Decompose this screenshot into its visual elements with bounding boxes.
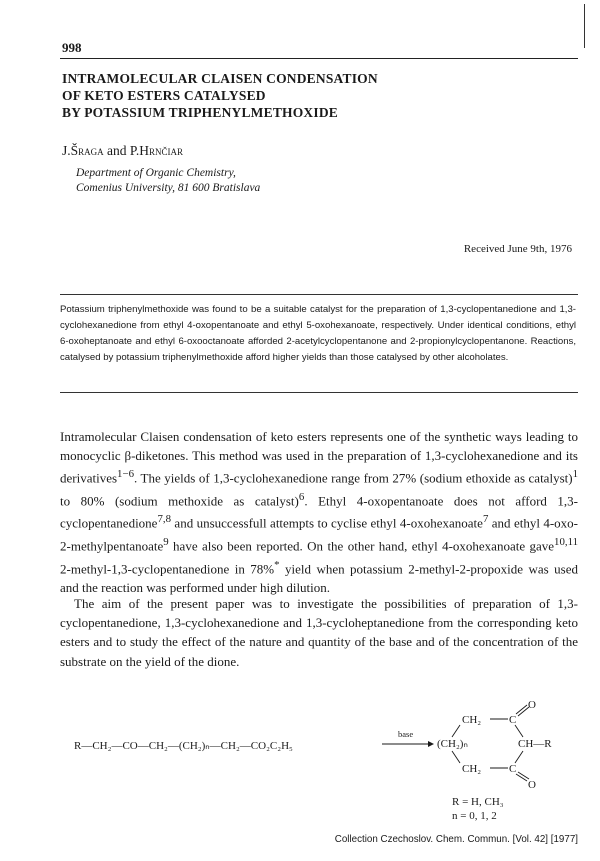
paragraph-1	[60, 427, 578, 597]
authors-and: and	[107, 143, 127, 158]
reference-marker: 1	[572, 468, 578, 481]
reactant-formula: R—CH₂—CO—CH₂—(CH₂)ₙ—CH₂—CO₂C₂H₅	[74, 740, 293, 752]
abstract: Potassium triphenylmethoxide was found to be a suitable catalyst for the preparation of 1,3-cyclopentanedione and 1,3-cyclohexanedione from ethyl 4-oxopentanoate and ethyl 5-oxohexanoate, respectively. Under identical conditions, ethyl 6-oxoheptanoate and ethyl 6-oxooctanoate afforded 2-acetylcyclopentanone and 2-propionylcyclopentanone. Reactions, catalysed by potassium triphenylmethoxide afford higher yields than those catalysed by other alcoholates.	[60, 304, 576, 363]
author-2-name: Hrnčiar	[139, 143, 184, 158]
reference-marker: 10,11	[554, 536, 578, 548]
page-edge-line	[584, 4, 585, 48]
r-definition: R = H, CH₃	[452, 796, 504, 808]
journal-footer: Collection Czechoslov. Chem. Commun. [Vol. 42] [1977]	[334, 834, 578, 845]
reference-marker: 6	[298, 490, 305, 503]
author-2-initial: P.	[129, 143, 140, 158]
arrow-label: base	[398, 729, 414, 739]
abstract-top-rule	[60, 294, 578, 295]
title-line-1: INTRAMOLECULAR CLAISEN CONDENSATION	[62, 71, 378, 86]
p1-text: . The yields of 1,3-cyclohexanedione range from 27% (sodium ethoxide as catalyst)	[133, 470, 573, 486]
product-ch2-bottom: CH₂	[462, 763, 482, 775]
p1-text: and ethyl 4-oxo-2-methylpentanoate	[60, 515, 578, 554]
product-c-bottom: C	[509, 763, 517, 775]
substituent-legend	[452, 795, 504, 823]
reference-marker: 9	[163, 536, 169, 548]
p1-text: yield when potassium 2-methyl-2-propoxide was used and the reaction was performed under high dilution.	[60, 560, 578, 596]
arrow-head	[428, 741, 434, 747]
author-1-name: Šraga	[70, 143, 104, 158]
reference-marker: 7	[482, 513, 489, 526]
p1-text: Intramolecular Claisen condensation of keto esters represents one of the synthetic ways leading to monocyclic β-diketones. This method was used in the preparation of 1,3-cyclohexanedione and its derivatives	[60, 429, 578, 486]
abstract-bottom-rule	[60, 392, 578, 393]
paragraph-2: The aim of the present paper was to investigate the possibilities of preparation of 1,3-cyclopentanedione, 1,3-cyclohexanedione and 1,3-cycloheptanedione from the corresponding keto esters and to study the effect of the nature and quantity of the base and of the concentration of the substrate on the yield of the dione.	[60, 596, 578, 669]
received-date: Received June 9th, 1976	[463, 243, 572, 255]
n-definition: n = 0, 1, 2	[452, 810, 497, 822]
reference-marker: 7,8	[157, 513, 172, 526]
p1-text: . Ethyl 4-oxopentanoate does not afford 1,3-cyclopentanedione	[60, 493, 579, 531]
p1-text: to 80% (sodium methoxide as catalyst)	[60, 493, 299, 509]
p1-text: and unsuccessfull attempts to cyclise ethyl 4-oxohexanoate	[171, 515, 483, 531]
header-rule	[60, 58, 578, 59]
affiliation	[76, 166, 260, 196]
author-1-initial: J.	[62, 143, 71, 158]
title-line-3: BY POTASSIUM TRIPHENYLMETHOXIDE	[62, 105, 338, 120]
page-number: 998	[62, 40, 82, 55]
product-ch-r: CH—R	[518, 738, 552, 750]
p1-text: 2-methyl-1,3-cyclopentanedione in 78%	[60, 560, 275, 576]
authors	[62, 143, 183, 159]
product-o-bottom: O	[528, 779, 536, 791]
affiliation-line-1: Department of Organic Chemistry,	[76, 167, 236, 179]
footnote-marker: *	[274, 558, 280, 571]
article-title	[62, 70, 378, 121]
product-ch2-top: CH₂	[462, 714, 482, 726]
affiliation-line-2: Comenius University, 81 600 Bratislava	[76, 182, 261, 194]
product-ch2n: (CH₂)ₙ	[437, 738, 468, 750]
product-o-top: O	[528, 700, 536, 711]
product-c-top: C	[509, 714, 517, 726]
title-line-2: OF KETO ESTERS CATALYSED	[62, 88, 266, 103]
p1-text: have also been reported. On the other hand, ethyl 4-oxohexanoate gave	[168, 538, 555, 554]
reference-marker: 1−6	[117, 468, 134, 481]
